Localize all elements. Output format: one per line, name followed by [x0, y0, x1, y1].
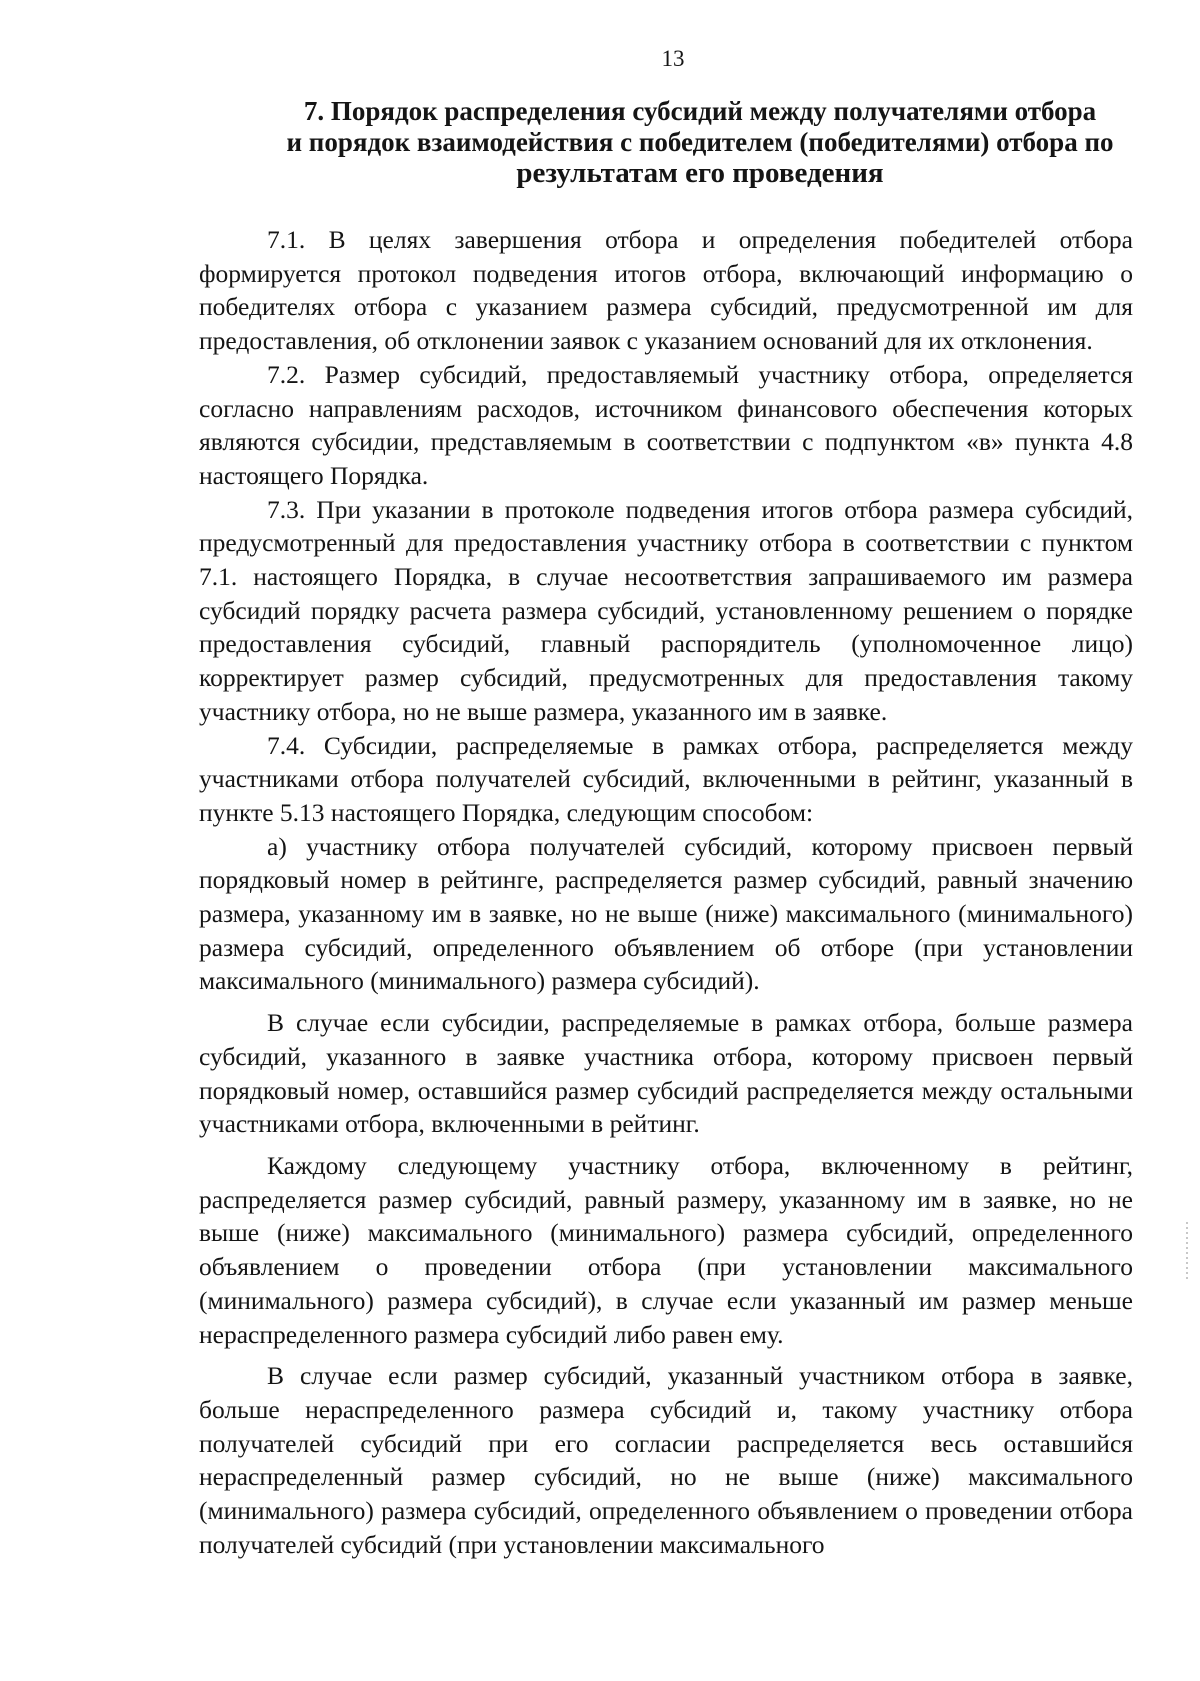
paragraph-each-next-participant: Каждому следующему участнику отбора, включенному в рейтинг, распределяется размер субсидий, равный размеру, указанному им в заявке, но не выше (ниже) максимального (минимального) размера субсидий, определенного объявлением о проведении отбора (при установлении максимального (минимального) размера субсидий), в случае если указанный им размер меньше нераспределенного размера субсидий либо равен ему. — [199, 1150, 1133, 1349]
heading-line-3: результатам его проведения — [516, 157, 884, 189]
paragraph-7-3: 7.3. При указании в протоколе подведения итогов отбора размера субсидий, предусмотренный для предоставления участнику отбора в соответствии с пунктом 7.1. настоящего Порядка, в случае несоответствия запрашиваемого им размера субсидий порядку расчета размера субсидий, установленному решением о порядке предоставления субсидий, главный распорядитель (уполномоченное лицо) корректирует размер субсидий, предусмотренных для предоставления такому участнику отбора, но не выше размера, указанного им в заявке. — [199, 494, 1133, 726]
paragraph-7-1: 7.1. В целях завершения отбора и определения победителей отбора формируется протокол подведения итогов отбора, включающий информацию о победителях отбора с указанием размера субсидий, предусмотренной им для предоставления, об отклонении заявок с указанием оснований для их отклонения. — [199, 225, 1133, 356]
paragraph-size-exceeds: В случае если размер субсидий, указанный участником отбора в заявке, больше нераспределенного размера субсидий и, такому участнику отбора получателей субсидий при его согласии распределяется весь оставшийся нераспределенный размер субсидий, но не выше (ниже) максимального (минимального) размера субсидий, определенного объявлением о проведении отбора получателей субсидий (при установлении максимального — [199, 1361, 1133, 1559]
heading-line-1: 7. Порядок распределения субсидий между получателями отбора — [303, 96, 1097, 126]
scan-artifact — [1186, 1222, 1188, 1282]
heading-line-2: и порядок взаимодействия с победителем (победителями) отбора по — [286, 127, 1114, 157]
paragraph-7-2: 7.2. Размер субсидий, предоставляемый участнику отбора, определяется согласно направлениям расходов, источником финансового обеспечения которых являются субсидии, представляемым в соответствии с подпунктом «в» пункта 4.8 настоящего Порядка. — [199, 359, 1133, 490]
paragraph-7-4: 7.4. Субсидии, распределяемые в рамках отбора, распределяется между участниками отбора получателей субсидий, включенными в рейтинг, указанный в пункте 5.13 настоящего Порядка, следующим способом: — [199, 730, 1133, 827]
page-number: 13 — [661, 46, 685, 71]
paragraph-7-4-a: а) участнику отбора получателей субсидий, которому присвоен первый порядковый номер в рейтинге, распределяется размер субсидий, равный значению размера, указанному им в заявке, но не выше (ниже) максимального (минимального) размера субсидий, определенного объявлением об отборе (при установлении максимального (минимального) размера субсидий). — [199, 831, 1133, 996]
document-body — [199, 223, 1133, 1561]
section-heading — [200, 96, 1200, 189]
paragraph-remaining-distribution: В случае если субсидии, распределяемые в рамках отбора, больше размера субсидий, указанного в заявке участника отбора, которому присвоен первый порядковый номер, оставшийся размер субсидий распределяется между остальными участниками отбора, включенными в рейтинг. — [199, 1008, 1133, 1139]
